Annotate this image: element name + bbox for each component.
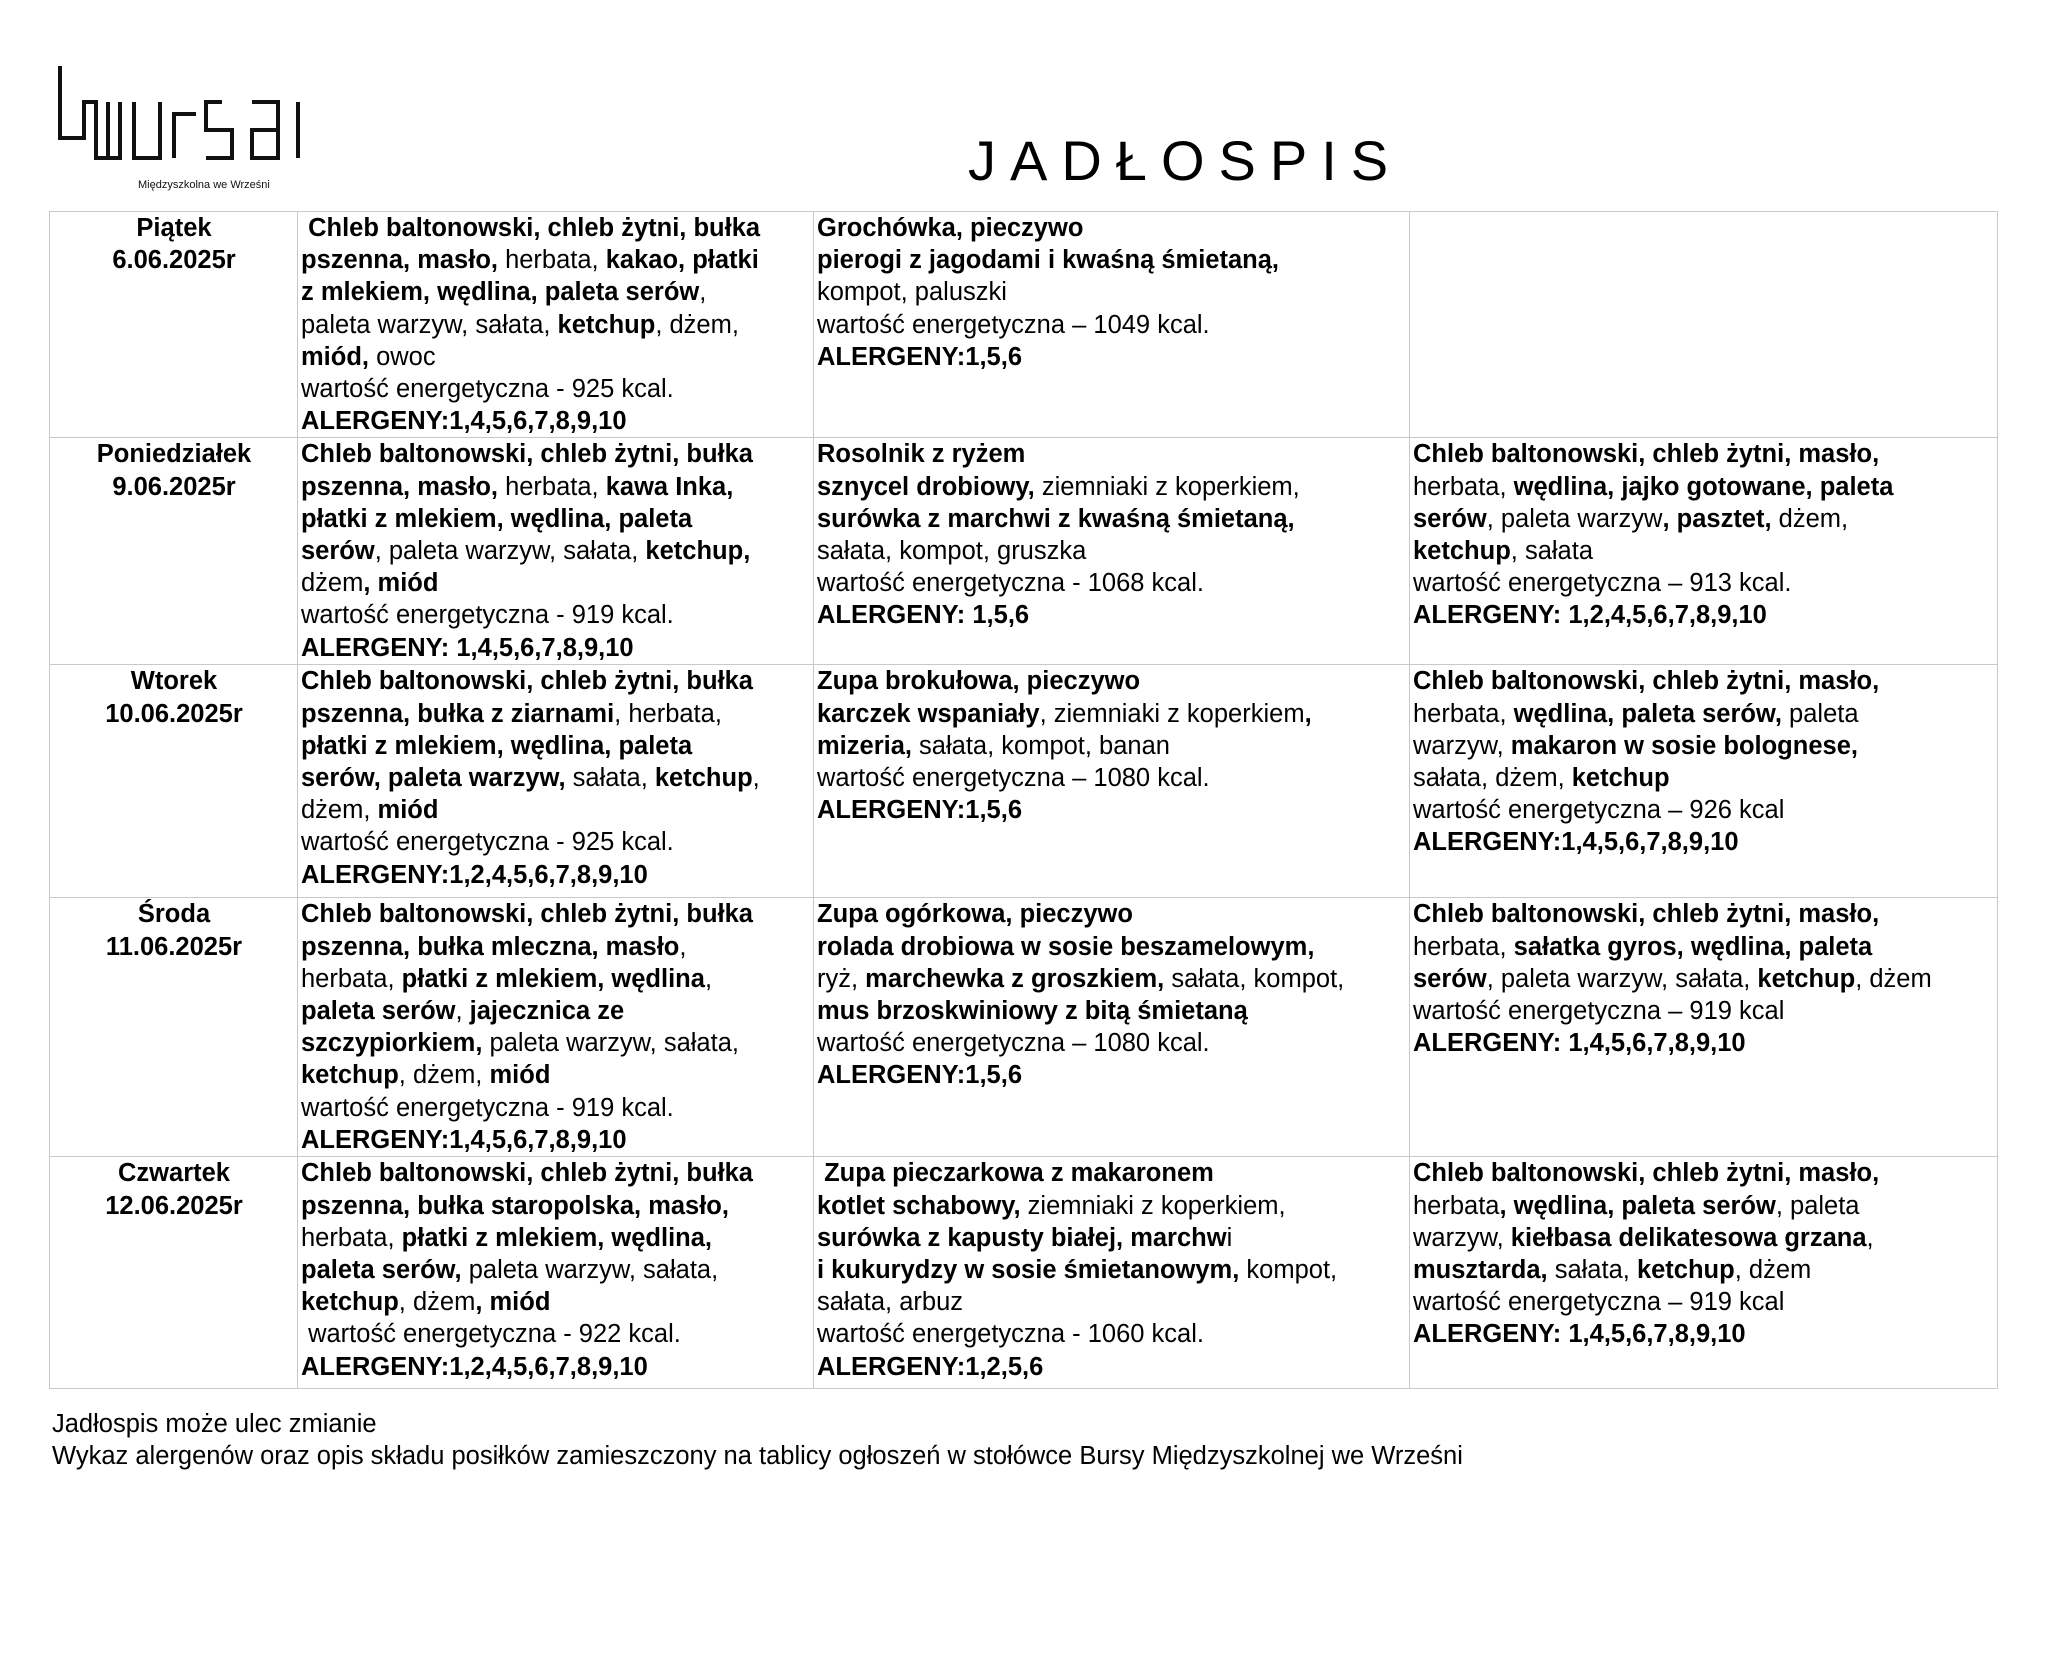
menu-text: dżem, (301, 796, 378, 825)
dinner-line (1413, 1222, 1995, 1254)
lunch-line (817, 438, 1407, 470)
day-date: 11.06.2025r (105, 932, 243, 961)
menu-text: ketchup (654, 764, 753, 793)
day-cell (50, 1157, 298, 1389)
menu-row (50, 1157, 1998, 1389)
menu-text: Rosolnik z ryżem (817, 440, 1026, 469)
lunch-line (817, 1254, 1407, 1286)
breakfast-line (301, 898, 811, 930)
dinner-line (1413, 1318, 1995, 1350)
menu-text: ketchup (301, 1061, 399, 1090)
menu-text: sałata, kompot, (1164, 964, 1345, 993)
dinner-line (1413, 665, 1995, 697)
lunch-line (817, 995, 1407, 1027)
dinner-line (1413, 730, 1995, 762)
menu-text: , dżem (1855, 964, 1932, 993)
day-date: 10.06.2025r (105, 699, 243, 728)
breakfast-line (301, 1222, 811, 1254)
breakfast-line (301, 826, 811, 858)
menu-text: pszenna, bułka mleczna, masło (301, 932, 680, 961)
menu-text: kotlet schabowy, (817, 1191, 1021, 1220)
menu-text: ALERGENY: 1,4,5,6,7,8,9,10 (1413, 1029, 1746, 1058)
dinner-cell (1410, 665, 1998, 898)
menu-text: herbata, (1413, 472, 1514, 501)
lunch-cell (814, 898, 1410, 1157)
breakfast-line (301, 665, 811, 697)
breakfast-line (301, 1254, 811, 1286)
menu-text: , pasztet, (1662, 504, 1772, 533)
dinner-line (1413, 503, 1995, 535)
menu-text: ziemniaki z koperkiem, (1034, 472, 1300, 501)
day-name: Czwartek (118, 1159, 230, 1188)
menu-text: Zupa ogórkowa, pieczywo (817, 900, 1133, 929)
dinner-line (1413, 438, 1995, 470)
menu-text: kompot, paluszki (817, 278, 1007, 307)
menu-text: , paleta warzyw, sałata, (374, 537, 646, 566)
dinner-line (1413, 698, 1995, 730)
menu-text: pszenna, masło, (301, 472, 498, 501)
footer (52, 1408, 1463, 1472)
day-cell (50, 212, 298, 438)
menu-text: dżem (301, 569, 364, 598)
dinner-line (1413, 1254, 1995, 1286)
dinner-line (1413, 1190, 1995, 1222)
dinner-cell (1410, 212, 1998, 438)
menu-text: Chleb baltonowski, chleb żytni, masło, (1413, 440, 1880, 469)
dinner-line (1413, 1157, 1995, 1189)
menu-text: , (699, 278, 707, 307)
lunch-line (817, 244, 1407, 276)
dinner-line (1413, 471, 1995, 503)
menu-text: płatki z mlekiem, wędlina, (401, 1223, 713, 1252)
menu-text: Chleb baltonowski, chleb żytni, masło, (1413, 900, 1880, 929)
lunch-line (817, 276, 1407, 308)
menu-text: kakao, płatki (605, 246, 759, 275)
dinner-line (1413, 963, 1995, 995)
menu-text: pszenna, bułka staropolska, masło, (301, 1191, 729, 1220)
lunch-line (817, 1318, 1407, 1350)
lunch-line (817, 1157, 1407, 1189)
menu-text: Chleb baltonowski, chleb żytni, bułka (301, 667, 753, 696)
day-name: Środa (137, 900, 211, 929)
menu-text: Chleb baltonowski, chleb żytni, masło, (1413, 1159, 1880, 1188)
menu-text: herbata, (301, 1223, 402, 1252)
lunch-line (817, 503, 1407, 535)
dinner-line (1413, 1027, 1995, 1059)
dinner-line (1413, 931, 1995, 963)
breakfast-line (301, 1027, 811, 1059)
menu-text: wędlina, paleta serów, (1513, 699, 1782, 728)
menu-text: , herbata, (614, 699, 722, 728)
menu-text: wartość energetyczna – 926 kcal (1413, 796, 1785, 825)
breakfast-line (301, 212, 811, 244)
menu-text: , (679, 932, 687, 961)
breakfast-line (301, 794, 811, 826)
footer-allergen-info: Wykaz alergenów oraz opis składu posiłków zamieszczony na tablicy ogłoszeń w stołówce Bursy Międzyszkolnej we Wrześni (52, 1442, 1463, 1470)
breakfast-line (301, 373, 811, 405)
menu-text: surówka z marchwi z kwaśną śmietaną, (817, 504, 1295, 533)
menu-text: , (752, 764, 760, 793)
menu-text: paleta warzyw, sałata, (482, 1029, 739, 1058)
lunch-line (817, 535, 1407, 567)
menu-text: Chleb baltonowski, chleb żytni, bułka (301, 214, 761, 242)
breakfast-cell (298, 212, 814, 438)
menu-text: herbata (1413, 1191, 1500, 1220)
menu-text: , dżem, (655, 310, 739, 339)
breakfast-line (301, 1351, 811, 1383)
menu-text: miód, (301, 342, 369, 371)
lunch-cell (814, 1157, 1410, 1389)
lunch-line (817, 1190, 1407, 1222)
menu-text: pierogi z jagodami i kwaśną śmietaną, (817, 246, 1279, 275)
menu-text: ziemniaki z koperkiem, (1020, 1191, 1286, 1220)
menu-text: szczypiorkiem, (301, 1029, 483, 1058)
menu-text: , (1304, 699, 1312, 728)
menu-text: ALERGENY:1,2,4,5,6,7,8,9,10 (301, 860, 648, 889)
lunch-line (817, 931, 1407, 963)
menu-text: płatki z mlekiem, wędlina (401, 964, 705, 993)
menu-text: miód (489, 1061, 551, 1090)
lunch-line (817, 898, 1407, 930)
menu-text: Chleb baltonowski, chleb żytni, masło, (1413, 667, 1880, 696)
day-name: Piątek (136, 214, 212, 242)
menu-text: sznycel drobiowy, (817, 472, 1035, 501)
day-date: 6.06.2025r (112, 246, 236, 275)
menu-text: herbata, (497, 246, 606, 275)
dinner-line (1413, 826, 1995, 858)
dinner-line (1413, 794, 1995, 826)
menu-text: , (455, 997, 470, 1026)
menu-text: , wędlina, paleta serów (1499, 1191, 1776, 1220)
breakfast-line (301, 1190, 811, 1222)
dinner-line (1413, 762, 1995, 794)
menu-text: paleta warzyw, sałata, (301, 310, 558, 339)
breakfast-cell (298, 665, 814, 898)
lunch-line (817, 698, 1407, 730)
logo-subtitle: Międzyszkolna we Wrześni (138, 179, 270, 191)
menu-text: wartość energetyczna - 925 kcal. (301, 375, 674, 404)
menu-text: wartość energetyczna – 919 kcal (1413, 1288, 1785, 1317)
menu-text: sałata, (565, 764, 655, 793)
breakfast-line (301, 599, 811, 631)
dinner-line (1413, 535, 1995, 567)
menu-text: ryż, (817, 964, 866, 993)
menu-text: sałata, (1547, 1256, 1637, 1285)
menu-text: owoc (369, 342, 436, 371)
page-title: JADŁOSPIS (968, 129, 1403, 192)
breakfast-line (301, 405, 811, 437)
menu-text: wartość energetyczna - 922 kcal. (301, 1320, 681, 1349)
menu-text: sałatka gyros, wędlina, paleta (1513, 932, 1873, 961)
menu-text: ALERGENY:1,5,6 (817, 1061, 1022, 1090)
breakfast-line (301, 1059, 811, 1091)
bursa-logo (56, 66, 308, 194)
menu-text: ketchup (1757, 964, 1856, 993)
menu-text: ALERGENY:1,5,6 (817, 796, 1022, 825)
breakfast-line (301, 1157, 811, 1189)
menu-text: ALERGENY: 1,4,5,6,7,8,9,10 (1413, 1320, 1746, 1349)
menu-text: musztarda, (1413, 1256, 1548, 1285)
menu-text: herbata, (1413, 932, 1514, 961)
menu-text: miód (377, 796, 439, 825)
lunch-line (817, 1286, 1407, 1318)
menu-text: ALERGENY:1,4,5,6,7,8,9,10 (301, 407, 627, 436)
menu-text: płatki z mlekiem, wędlina, paleta (301, 504, 693, 533)
menu-row (50, 212, 1998, 438)
dinner-line (1413, 898, 1995, 930)
menu-text: Zupa pieczarkowa z makaronem (817, 1159, 1214, 1188)
menu-text: sałata, kompot, gruszka (817, 537, 1087, 566)
menu-text: paleta serów, (301, 1256, 462, 1285)
footer-note: Jadłospis może ulec zmianie (52, 1410, 377, 1438)
menu-text: karczek wspaniały (817, 699, 1040, 728)
day-cell (50, 898, 298, 1157)
lunch-line (817, 730, 1407, 762)
menu-text: mizeria, (817, 731, 912, 760)
menu-text: herbata, (301, 964, 402, 993)
lunch-cell (814, 438, 1410, 665)
lunch-line (817, 963, 1407, 995)
menu-text: , miód (475, 1288, 551, 1317)
lunch-line (817, 471, 1407, 503)
menu-text: wartość energetyczna – 919 kcal (1413, 997, 1785, 1026)
breakfast-line (301, 698, 811, 730)
menu-text: wartość energetyczna - 919 kcal. (301, 601, 674, 630)
menu-text: Grochówka, pieczywo (817, 214, 1084, 242)
day-cell (50, 665, 298, 898)
menu-table (49, 211, 1998, 1389)
menu-text: surówka z kapusty białej, marchw (817, 1223, 1227, 1252)
day-date: 12.06.2025r (105, 1191, 243, 1220)
dinner-line (1413, 1286, 1995, 1318)
lunch-line (817, 794, 1407, 826)
dinner-cell (1410, 898, 1998, 1157)
lunch-line (817, 567, 1407, 599)
menu-text: wartość energetyczna - 925 kcal. (301, 828, 674, 857)
breakfast-line (301, 309, 811, 341)
lunch-line (817, 341, 1407, 373)
breakfast-line (301, 567, 811, 599)
menu-text: ketchup (1571, 764, 1670, 793)
menu-text: , ziemniaki z koperkiem (1039, 699, 1305, 728)
menu-text: Zupa brokułowa, pieczywo (817, 667, 1141, 696)
lunch-line (817, 212, 1407, 244)
menu-text: kiełbasa delikatesowa grzana (1510, 1223, 1867, 1252)
menu-text: serów, paleta warzyw, (301, 764, 566, 793)
menu-text: warzyw, (1413, 1223, 1511, 1252)
menu-text: ALERGENY: 1,5,6 (817, 601, 1030, 630)
menu-text: , (704, 964, 713, 993)
breakfast-line (301, 730, 811, 762)
menu-text: , sałata (1510, 537, 1593, 566)
dinner-cell (1410, 438, 1998, 665)
menu-text: , dżem (398, 1288, 476, 1317)
menu-text: mus brzoskwiniowy z bitą śmietaną (817, 997, 1248, 1026)
menu-text: wartość energetyczna – 1049 kcal. (817, 310, 1210, 339)
day-name: Poniedziałek (96, 440, 252, 469)
menu-text: makaron w sosie bolognese, (1510, 731, 1858, 760)
dinner-line (1413, 567, 1995, 599)
lunch-line (817, 1027, 1407, 1059)
dinner-cell (1410, 1157, 1998, 1389)
menu-text: pszenna, bułka z ziarnami (301, 699, 615, 728)
menu-text: dżem, (1771, 504, 1849, 533)
menu-text: , paleta (1775, 1191, 1860, 1220)
menu-text: serów (1413, 504, 1487, 533)
day-date: 9.06.2025r (112, 472, 236, 501)
menu-text: paleta warzyw, sałata, (461, 1256, 719, 1285)
menu-text: marchewka z groszkiem, (865, 964, 1165, 993)
menu-text: warzyw, (1413, 731, 1511, 760)
menu-text: i (1226, 1223, 1233, 1252)
breakfast-line (301, 1286, 811, 1318)
breakfast-line (301, 931, 811, 963)
menu-text: ketchup (1636, 1256, 1735, 1285)
menu-text: ALERGENY:1,5,6 (817, 342, 1022, 371)
menu-text: rolada drobiowa w sosie beszamelowym, (817, 932, 1315, 961)
menu-text: wartość energetyczna – 913 kcal. (1413, 569, 1792, 598)
menu-text: kawa Inka, (605, 472, 734, 501)
breakfast-line (301, 1318, 811, 1350)
menu-text: , dżem, (398, 1061, 490, 1090)
day-cell (50, 438, 298, 665)
menu-row (50, 665, 1998, 898)
menu-text: wartość energetyczna – 1080 kcal. (817, 1029, 1210, 1058)
lunch-cell (814, 212, 1410, 438)
menu-text: , (1866, 1223, 1874, 1252)
menu-text: sałata, kompot, banan (911, 731, 1170, 760)
menu-text: ALERGENY:1,4,5,6,7,8,9,10 (1413, 828, 1739, 857)
menu-text: ketchup (301, 1288, 399, 1317)
menu-text: ketchup (557, 310, 656, 339)
menu-text: ALERGENY: 1,2,4,5,6,7,8,9,10 (1413, 601, 1767, 630)
menu-text: płatki z mlekiem, wędlina, paleta (301, 731, 693, 760)
breakfast-line (301, 503, 811, 535)
breakfast-line (301, 438, 811, 470)
lunch-cell (814, 665, 1410, 898)
breakfast-line (301, 471, 811, 503)
lunch-line (817, 1059, 1407, 1091)
lunch-line (817, 599, 1407, 631)
menu-text: sałata, arbuz (817, 1288, 964, 1317)
menu-text: , miód (363, 569, 439, 598)
breakfast-line (301, 276, 811, 308)
menu-text: herbata, (497, 472, 606, 501)
breakfast-cell (298, 438, 814, 665)
menu-text: wędlina, jajko gotowane, paleta (1513, 472, 1894, 501)
menu-text: paleta (1781, 699, 1859, 728)
breakfast-line (301, 341, 811, 373)
menu-text: , paleta warzyw, sałata, (1486, 964, 1758, 993)
lunch-line (817, 665, 1407, 697)
menu-row (50, 898, 1998, 1157)
lunch-line (817, 1351, 1407, 1383)
menu-text: ALERGENY:1,2,5,6 (817, 1352, 1044, 1381)
menu-text: pszenna, masło, (301, 246, 498, 275)
menu-text: kompot, (1239, 1256, 1338, 1285)
menu-text: , paleta warzyw (1486, 504, 1663, 533)
breakfast-line (301, 632, 811, 664)
menu-text: jajecznica ze (469, 997, 625, 1026)
lunch-line (817, 309, 1407, 341)
menu-text: wartość energetyczna - 1068 kcal. (817, 569, 1204, 598)
menu-text: ketchup (1413, 537, 1511, 566)
menu-text: sałata, dżem, (1413, 764, 1572, 793)
lunch-line (817, 1222, 1407, 1254)
menu-text: ALERGENY:1,4,5,6,7,8,9,10 (301, 1125, 627, 1154)
day-name: Wtorek (130, 667, 218, 696)
breakfast-cell (298, 898, 814, 1157)
menu-text: i kukurydzy w sosie śmietanowym, (817, 1256, 1240, 1285)
menu-text: Chleb baltonowski, chleb żytni, bułka (301, 900, 753, 929)
menu-text: serów (301, 537, 375, 566)
breakfast-line (301, 244, 811, 276)
breakfast-line (301, 535, 811, 567)
menu-text: wartość energetyczna - 1060 kcal. (817, 1320, 1204, 1349)
breakfast-cell (298, 1157, 814, 1389)
breakfast-line (301, 1124, 811, 1156)
dinner-line (1413, 995, 1995, 1027)
menu-text: Chleb baltonowski, chleb żytni, bułka (301, 440, 753, 469)
lunch-line (817, 762, 1407, 794)
menu-text: Chleb baltonowski, chleb żytni, bułka (301, 1159, 753, 1188)
menu-text: herbata, (1413, 699, 1514, 728)
breakfast-line (301, 1092, 811, 1124)
menu-text: , dżem (1734, 1256, 1812, 1285)
menu-text: ALERGENY:1,2,4,5,6,7,8,9,10 (301, 1352, 648, 1381)
menu-text: paleta serów (301, 997, 456, 1026)
menu-row (50, 438, 1998, 665)
breakfast-line (301, 963, 811, 995)
menu-text: ALERGENY: 1,4,5,6,7,8,9,10 (301, 633, 634, 662)
dinner-line (1413, 599, 1995, 631)
breakfast-line (301, 762, 811, 794)
menu-text: serów (1413, 964, 1487, 993)
menu-text: wartość energetyczna – 1080 kcal. (817, 764, 1210, 793)
breakfast-line (301, 995, 811, 1027)
menu-text: ketchup, (645, 537, 751, 566)
breakfast-line (301, 859, 811, 891)
menu-text: z mlekiem, wędlina, paleta serów (301, 278, 700, 307)
menu-text: wartość energetyczna - 919 kcal. (301, 1093, 674, 1122)
